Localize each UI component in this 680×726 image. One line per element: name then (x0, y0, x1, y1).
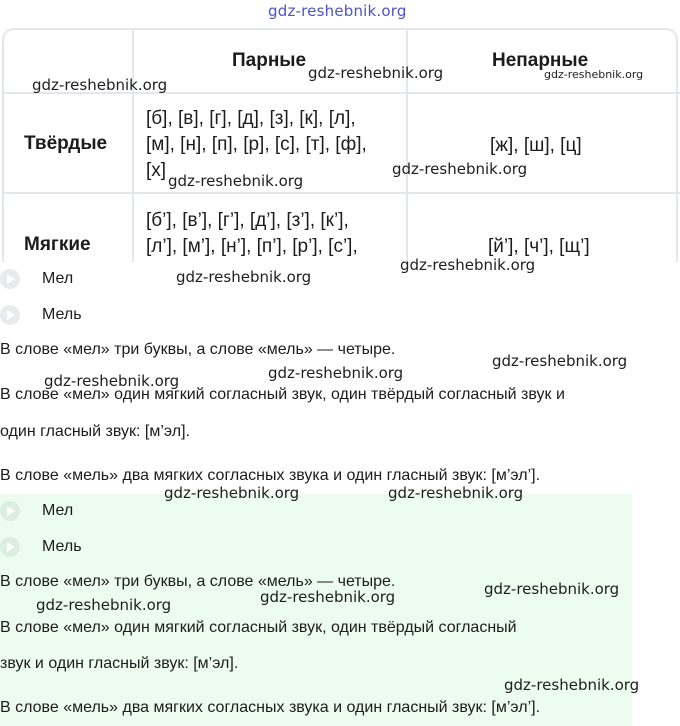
watermark: gdz-reshebnik.org (400, 256, 536, 274)
play-icon[interactable] (0, 269, 20, 289)
watermark: gdz-reshebnik.org (388, 484, 524, 502)
watermark: gdz-reshebnik.org (36, 596, 172, 614)
watermark: gdz-reshebnik.org (492, 352, 628, 370)
watermark: gdz-reshebnik.org (268, 364, 404, 382)
watermark: gdz-reshebnik.org (484, 580, 620, 598)
audio-option-mel-soft[interactable] (0, 302, 200, 328)
watermark: gdz-reshebnik.org (308, 64, 444, 82)
watermark: gdz-reshebnik.org (176, 268, 312, 286)
option-label: Мел (42, 270, 74, 287)
hard-paired-line: [б], [в], [г], [д], [з], [к], [л], (146, 108, 356, 129)
play-icon[interactable] (0, 501, 20, 521)
option-label: Мел (42, 502, 74, 519)
row-label-hard: Твёрдые (24, 133, 108, 154)
play-icon[interactable] (0, 537, 20, 557)
hard-unpaired: [ж], [ш], [ц] (490, 135, 582, 156)
option-label: Мель (42, 306, 82, 323)
soft-paired-line: [б’], [в’], [г’], [д’], [з’], [к’], (146, 210, 349, 231)
watermark: gdz-reshebnik.org (544, 68, 644, 81)
header-paired: Парные (232, 50, 307, 71)
column-divider (132, 30, 134, 262)
row-label-soft: Мягкие (24, 234, 91, 255)
soft-unpaired: [й’], [ч’], [щ’] (488, 236, 590, 257)
answer-text-line: В слове «мел» один мягкий согласный звук, один твёрдый согласный (0, 619, 517, 636)
answer-text-line: В слове «мел» три буквы, а слове «мель» — четыре. (0, 341, 396, 358)
option-label: Мель (42, 538, 82, 555)
answer-text-line: В слове «мел» три буквы, а слове «мель» — четыре. (0, 573, 396, 590)
answer-text-line: один гласный звук: [м’эл]. (0, 423, 190, 440)
row-divider (4, 192, 680, 194)
header-unpaired: Непарные (492, 50, 589, 71)
watermark: gdz-reshebnik.org (504, 676, 640, 694)
answer-text-line: В слове «мель» два мягких согласных звука и один гласный звук: [м’эл’]. (0, 467, 541, 484)
watermark-top[interactable]: gdz-reshebnik.org (268, 2, 407, 20)
answer-text-line: звук и один гласный звук: [м’эл]. (0, 655, 239, 672)
play-icon[interactable] (0, 305, 20, 325)
watermark: gdz-reshebnik.org (44, 372, 180, 390)
hard-paired-line: [м], [н], [п], [р], [с], [т], [ф], (146, 134, 367, 155)
watermark: gdz-reshebnik.org (392, 160, 528, 178)
answer-text-line: В слове «мел» один мягкий согласный звук, один твёрдый согласный звук и (0, 386, 565, 403)
audio-option-mel[interactable] (0, 266, 200, 292)
watermark: gdz-reshebnik.org (168, 172, 304, 190)
answer-text-line: В слове «мель» два мягких согласных звука и один гласный звук: [м’эл’]. (0, 699, 541, 716)
hard-paired-line: [х] (146, 160, 167, 181)
soft-paired-line: [л’], [м’], [н’], [п’], [р’], [с’], (146, 236, 358, 257)
watermark: gdz-reshebnik.org (32, 76, 168, 94)
watermark: gdz-reshebnik.org (260, 588, 396, 606)
audio-option-mel-soft[interactable] (0, 534, 200, 560)
watermark: gdz-reshebnik.org (164, 484, 300, 502)
